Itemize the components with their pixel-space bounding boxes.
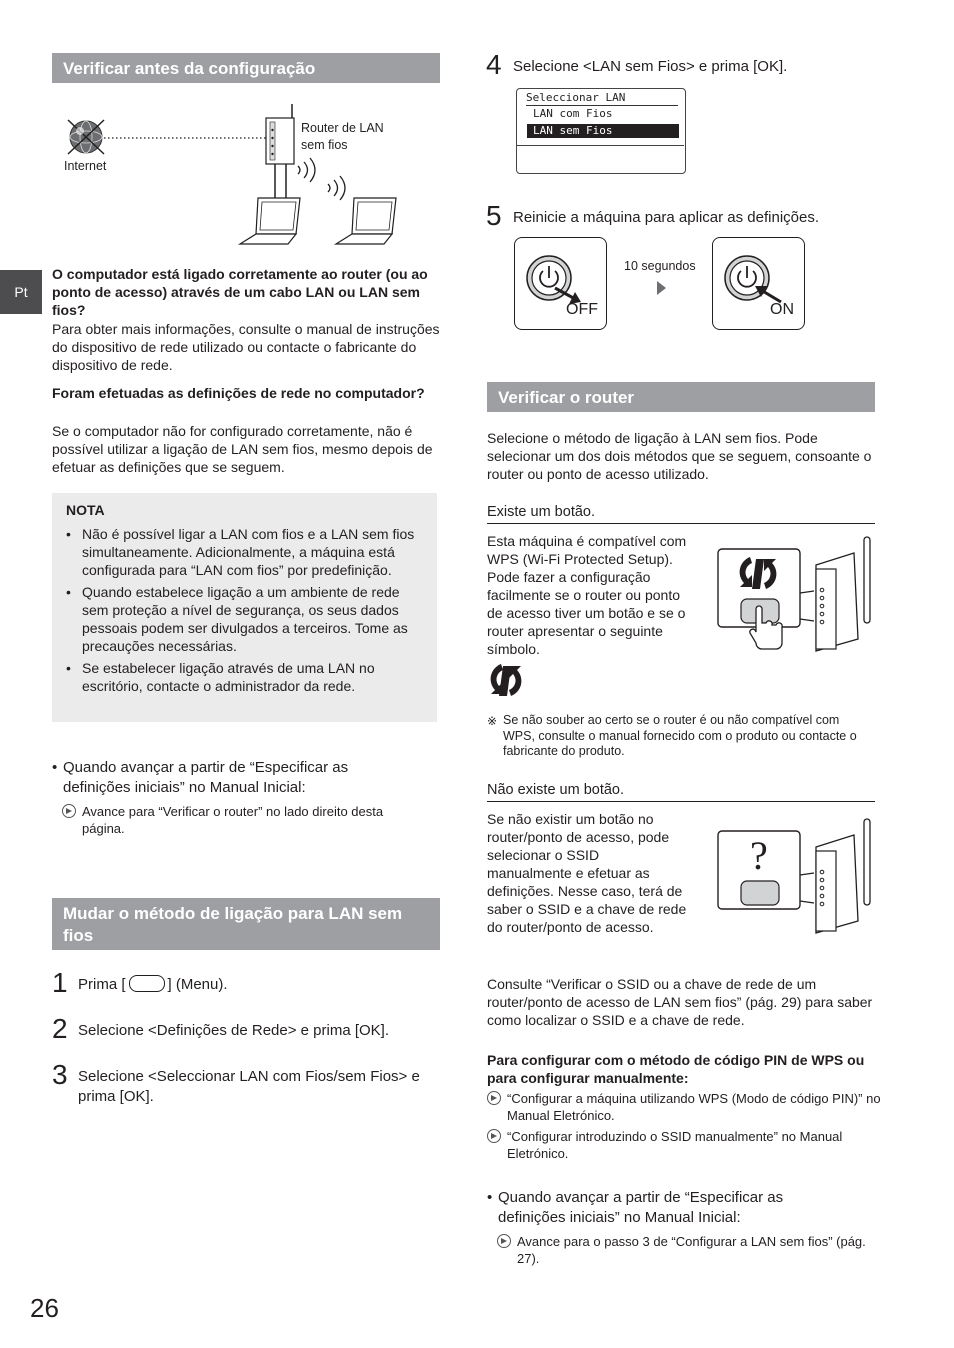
power-off-panel bbox=[514, 237, 607, 330]
on-label: ON bbox=[770, 301, 794, 318]
laptop-icon bbox=[240, 198, 300, 244]
step-number: 3 bbox=[52, 1059, 68, 1090]
pin-method-heading: Para configurar com o método de código PIN de WPS ou para configurar manualmente: bbox=[487, 1052, 865, 1086]
question-2-text: Se o computador não for configurado corretamente, não é possível utilizar a ligação de LAN sem fios, mesmo depois de efetuar as definições que se seguem. bbox=[52, 423, 433, 475]
step-number: 2 bbox=[52, 1013, 68, 1044]
step-1-text: Prima [ ] (Menu). bbox=[78, 976, 228, 993]
wps-icon bbox=[740, 557, 777, 589]
arrow-right-circle-icon bbox=[487, 1129, 501, 1143]
lcd-screen bbox=[516, 88, 686, 174]
off-label: OFF bbox=[566, 301, 598, 318]
arrow-right-icon bbox=[657, 281, 666, 295]
laptop-icon bbox=[336, 198, 396, 244]
wait-label: 10 segundos bbox=[624, 259, 696, 273]
lcd-option: LAN com Fios bbox=[533, 107, 613, 120]
step-2-text: Selecione <Definições de Rede> e prima [OK]. bbox=[78, 1022, 390, 1039]
step-5-text: Reinicie a máquina para aplicar as definições. bbox=[513, 209, 820, 226]
router-intro: Selecione o método de ligação à LAN sem fios. Pode selecionar um dos dois métodos que se seguem, consoante o router ou ponto de acesso utilizado. bbox=[487, 430, 872, 482]
note-item: • Não é possível ligar a LAN com fios e a LAN sem fios simultaneamente. Adicionalmente, a máquina está configurada para “LAN com fios” por predefinição. bbox=[52, 525, 427, 579]
wps-router-illustration bbox=[716, 535, 876, 660]
no-button-heading: Não existe um botão. bbox=[487, 782, 625, 798]
question-2: Foram efetuadas as definições de rede no computador? bbox=[52, 385, 425, 401]
lcd-title: Seleccionar LAN bbox=[526, 91, 626, 104]
note-list bbox=[52, 525, 427, 699]
wireless-waves-icon bbox=[298, 158, 345, 200]
internet-label: Internet bbox=[64, 159, 107, 173]
arrow-right-circle-icon bbox=[487, 1091, 501, 1105]
note-mark: ※ bbox=[487, 714, 498, 728]
no-button-text: Se não existir um botão no router/ponto de acesso, pode selecionar o SSID manualmente e efetuar as definições. Nesse caso, terá de saber o SSID e a chave de rede do router/ponto de acesso. bbox=[487, 811, 687, 935]
divider bbox=[487, 523, 875, 524]
step-number: 1 bbox=[52, 967, 68, 998]
power-on-panel bbox=[712, 237, 805, 330]
note-box bbox=[52, 493, 437, 722]
has-button-text: Esta máquina é compatível com WPS (Wi-Fi Protected Setup). Pode fazer a configuração facilmente se o router ou ponto de acesso tiver um botão e se o router apresentar o seguinte símbolo. bbox=[487, 533, 687, 657]
note-item: • Se estabelecer ligação através de uma LAN no escritório, contacte o administrador da rede. bbox=[52, 659, 427, 695]
arrow-right-circle-icon bbox=[497, 1234, 511, 1248]
step-4-text: Selecione <LAN sem Fios> e prima [OK]. bbox=[513, 58, 788, 75]
language-tab: Pt bbox=[0, 270, 42, 314]
question-mark-icon: ? bbox=[750, 833, 768, 878]
note-title: NOTA bbox=[66, 502, 105, 518]
reference-link[interactable]: Avance para o passo 3 de “Configurar a LAN sem fios” (pág. 27). bbox=[497, 1233, 882, 1267]
section-title-change-method: Mudar o método de ligação para LAN sem fios bbox=[52, 898, 440, 950]
reference-link[interactable]: “Configurar introduzindo o SSID manualmente” no Manual Eletrónico. bbox=[487, 1128, 892, 1162]
manual-router-illustration bbox=[716, 815, 876, 940]
divider bbox=[487, 801, 875, 802]
has-button-heading: Existe um botão. bbox=[487, 504, 595, 520]
consult-text: Consulte “Verificar o SSID ou a chave de rede de um router/ponto de acesso de LAN sem fios” (pág. 29) para saber como localizar o SSID e a chave de rede. bbox=[487, 976, 873, 1028]
menu-key-icon bbox=[129, 975, 165, 992]
section-title-check-before: Verificar antes da configuração bbox=[52, 53, 440, 83]
question-1-text: Para obter mais informações, consulte o manual de instruções do dispositivo de rede utilizado ou contacte o fabricante do dispositivo de rede. bbox=[52, 321, 440, 373]
wps-note: Se não souber ao certo se o router é ou não compatível com WPS, consulte o manual fornecido com o produto ou contacte o fabricante do produto. bbox=[503, 713, 857, 758]
lcd-option-selected: LAN sem Fios bbox=[533, 124, 613, 137]
reference-link[interactable]: Avance para “Verificar o router” no lado direito desta página. bbox=[62, 803, 427, 837]
step-number: 5 bbox=[486, 200, 502, 231]
initial-guide-bullet: • Quando avançar a partir de “Especificar as definições iniciais” no Manual Inicial: bbox=[487, 1189, 784, 1226]
arrow-right-circle-icon bbox=[62, 804, 76, 818]
initial-guide-bullet: • Quando avançar a partir de “Especificar as definições iniciais” no Manual Inicial: bbox=[52, 759, 349, 796]
step-number: 4 bbox=[486, 49, 502, 80]
wps-symbol-icon bbox=[487, 660, 525, 700]
section-title-check-router: Verificar o router bbox=[487, 382, 875, 412]
note-item: • Quando estabelece ligação a um ambiente de rede sem proteção a nível de segurança, os seus dados pessoais podem ser divulgados a terceiros. Tome as precauções necessárias. bbox=[52, 583, 427, 655]
router-label: Router de LAN sem fios bbox=[301, 121, 384, 152]
step-3-text: Selecione <Seleccionar LAN com Fios/sem Fios> e prima [OK]. bbox=[78, 1068, 420, 1105]
page-number: 26 bbox=[30, 1293, 59, 1323]
reference-link[interactable]: “Configurar a máquina utilizando WPS (Modo de código PIN)” no Manual Eletrónico. bbox=[487, 1090, 887, 1124]
router-icon bbox=[266, 104, 294, 200]
internet-globe-icon bbox=[68, 120, 104, 154]
question-1: O computador está ligado corretamente ao router (ou ao ponto de acesso) através de um cabo LAN ou LAN sem fios? bbox=[52, 266, 428, 318]
